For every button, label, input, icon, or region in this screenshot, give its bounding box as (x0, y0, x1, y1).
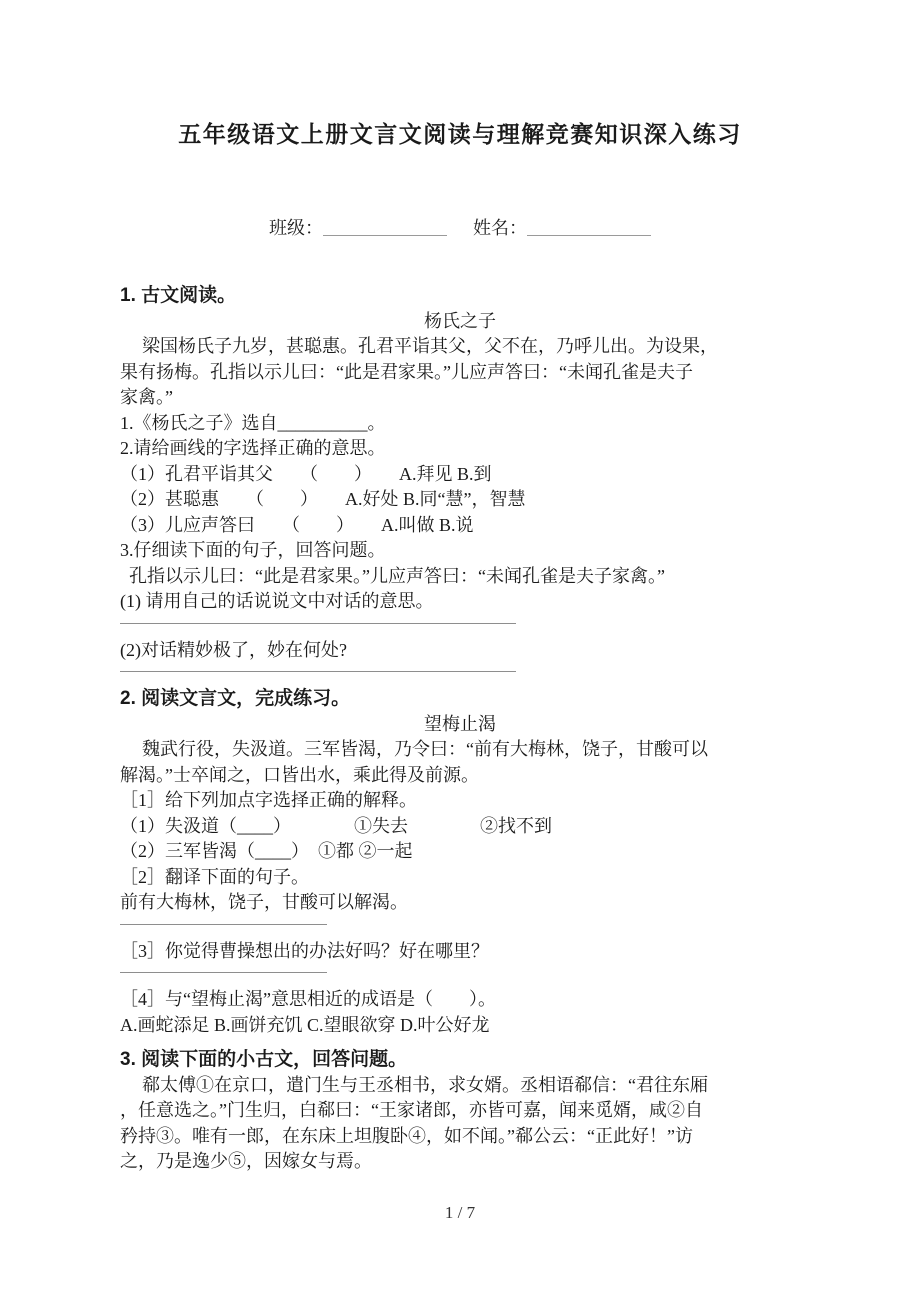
question-1-3-sub1: (1) 请用自己的话说说文中对话的意思。 (120, 591, 434, 611)
question-2-2-sentence: 前有大梅林，饶子，甘酸可以解渴。 (120, 892, 408, 912)
passage-3-line: 之，乃是逸少⑤，因嫁女与焉。 (120, 1151, 372, 1171)
question-2-1: ［1］给下列加点字选择正确的解释。 (120, 790, 417, 810)
page-title: 五年级语文上册文言文阅读与理解竞赛知识深入练习 (178, 121, 742, 147)
name-blank-line (527, 235, 651, 236)
class-label: 班级： (269, 218, 323, 238)
question-1-2-item: （3）儿应声答曰 （ ） A.叫做 B.说 (120, 514, 474, 535)
question-1-1: 1.《杨氏之子》选自__________。 (120, 412, 386, 433)
question-2-4-options: A.画蛇添足 B.画饼充饥 C.望眼欲穿 D.叶公好龙 (120, 1014, 490, 1035)
passage-1-title: 杨氏之子 (424, 310, 496, 331)
section-3 (120, 1047, 800, 1175)
class-name-line (120, 216, 800, 241)
section-1 (120, 283, 800, 672)
answer-line (120, 615, 516, 624)
question-1-2-item: （2）甚聪惠 （ ） A.好处 B.同“慧”，智慧 (120, 489, 526, 509)
question-1-2-item: （1）孔君平诣其父 （ ） A.拜见 B.到 (120, 463, 492, 484)
question-2-4: ［4］与“望梅止渴”意思相近的成语是（ ）。 (120, 989, 496, 1009)
question-1-3-sentence: 孔指以示儿曰：“此是君家果。”儿应声答曰：“未闻孔雀是夫子家禽。” (129, 565, 665, 586)
class-blank-line (323, 235, 447, 236)
question-1-2: 2.请给画线的字选择正确的意思。 (120, 438, 386, 458)
passage-3-line: ，任意选之。”门生归，白郗曰：“王家诸郎，亦皆可嘉，闻来觅婿，咸②自 (120, 1100, 703, 1120)
passage-2-title: 望梅止渴 (424, 713, 496, 734)
question-1-3: 3.仔细读下面的句子，回答问题。 (120, 540, 386, 560)
section-1-heading: 1. 古文阅读。 (120, 285, 237, 306)
passage-3-line: 郗太傅①在京口，遣门生与王丞相书，求女婿。丞相语郗信：“君往东厢 (142, 1074, 708, 1095)
passage-2-line: 魏武行役，失汲道。三军皆渴，乃令曰：“前有大梅林，饶子，甘酸可以 (142, 739, 708, 759)
section-2 (120, 686, 800, 1038)
passage-1-line: 家禽。” (120, 387, 173, 407)
question-2-3: ［3］你觉得曹操想出的办法好吗？好在哪里？ (120, 940, 489, 961)
question-2-1-item: （1）失汲道（____） ①失去 ②找不到 (120, 815, 552, 836)
passage-2-line: 解渴。”士卒闻之，口皆出水，乘此得及前源。 (120, 764, 479, 785)
name-label: 姓名： (473, 218, 527, 238)
page-number: 1 / 7 (444, 1203, 476, 1222)
passage-1-line: 果有扬梅。孔指以示儿曰：“此是君家果。”儿应声答曰：“未闻孔雀是夫子 (120, 361, 693, 382)
section-2-heading: 2. 阅读文言文，完成练习。 (120, 688, 351, 709)
question-1-3-sub2: (2)对话精妙极了，妙在何处? (120, 639, 347, 660)
answer-line (120, 663, 516, 672)
answer-line (120, 916, 327, 925)
answer-line (120, 964, 327, 973)
question-2-2: ［2］翻译下面的句子。 (120, 866, 309, 887)
section-3-heading: 3. 阅读下面的小古文，回答问题。 (120, 1049, 408, 1070)
question-2-1-item: （2）三军皆渴（____） ①都 ②一起 (120, 841, 413, 861)
passage-1-line: 梁国杨氏子九岁，甚聪惠。孔君平诣其父，父不在，乃呼儿出。为设果， (142, 336, 718, 356)
passage-3-line: 矜持③。唯有一郎，在东床上坦腹卧④，如不闻。”郗公云：“正此好！”访 (120, 1125, 693, 1146)
